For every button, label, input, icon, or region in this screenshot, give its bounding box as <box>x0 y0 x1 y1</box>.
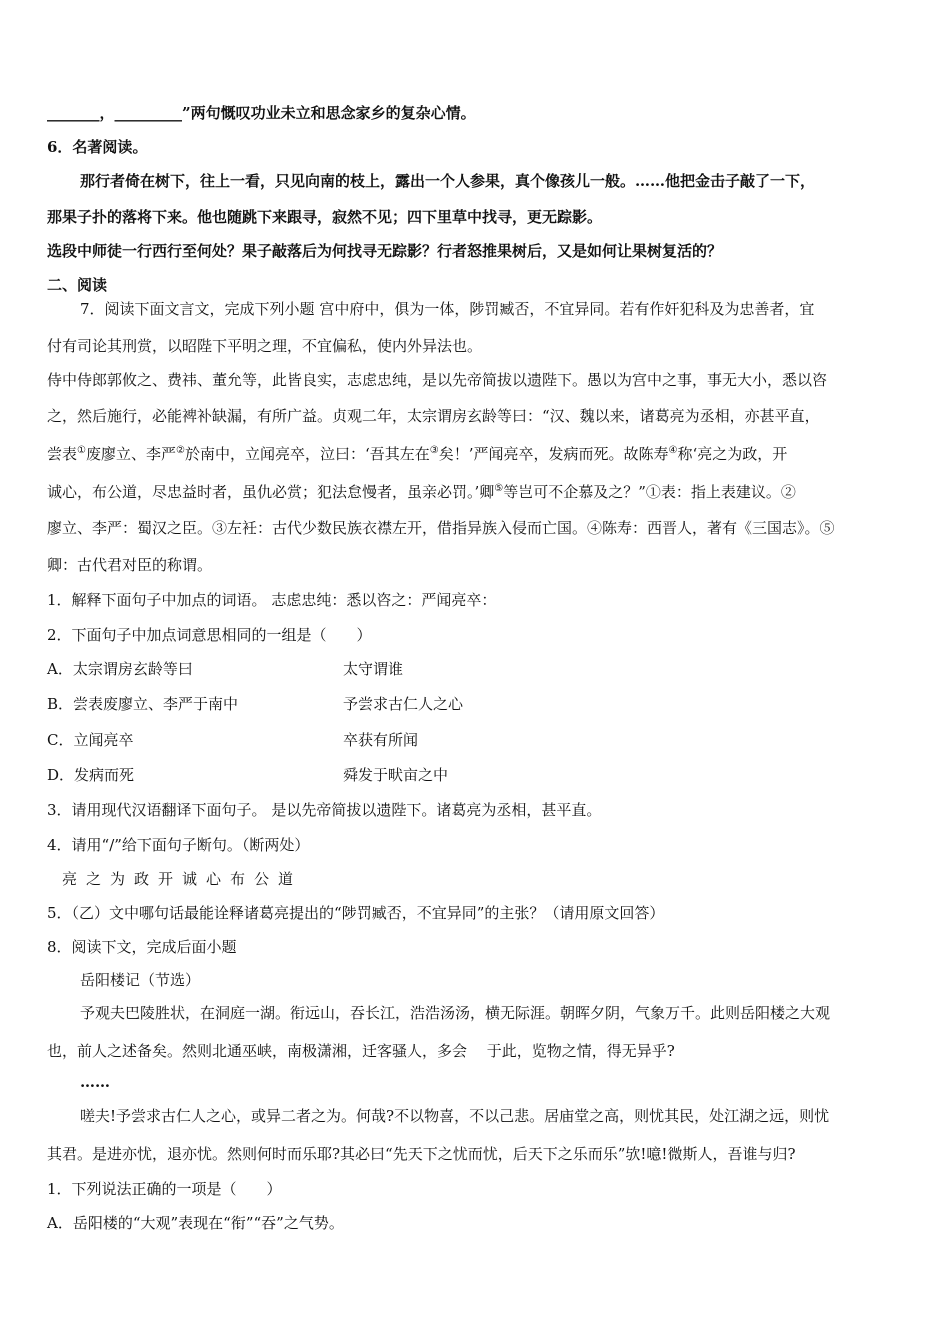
q8-ellipsis: …… <box>80 1073 110 1091</box>
q6-excerpt-line-2: 那果子扑的落将下来。他也随跳下来跟寻，寂然不见；四下里草中找寻，更无踪影。 <box>47 208 603 226</box>
q7-sub2: 2．下面句子中加点词意思相同的一组是（ ） <box>47 626 372 644</box>
q7-yi-line-4: 诚心，布公道，尽忠益时者，虽仇必赏；犯法怠慢者，虽亲必罚。’卿⑤等岂可不企慕及之？”①表：指上表建议。② <box>47 483 796 501</box>
q7-sub4: 4．请用“/”给下面句子断句。（断两处） <box>47 836 310 854</box>
q8-heading: 8．阅读下文，完成后面小题 <box>47 938 237 956</box>
option-c-right: 卒获有所闻 <box>343 731 419 749</box>
q8-passage-line-4: 其君。是进亦忧，退亦忧。然则何时而乐耶?其必曰“先天下之忧而忧，后天下之乐而乐”欤!噫!微斯人，吾谁与归? <box>47 1145 796 1163</box>
q8-passage-title: 岳阳楼记（节选） <box>80 971 201 989</box>
option-c-left: C．立闻亮卒 <box>47 731 134 749</box>
option-b-right: 予尝求古仁人之心 <box>343 695 464 713</box>
q8-option-a: A．岳阳楼的“大观”表现在“衔”“吞”之气势。 <box>47 1214 344 1232</box>
q7-sub4-sentence: 亮之为政开诚心布公道 <box>62 870 303 888</box>
q7-notes-line-2: 卿：古代君对臣的称谓。 <box>47 556 213 574</box>
q7-yi-line-3: 尝表①废廖立、李严②於南中，立闻亮卒，泣曰：‘吾其左在③矣！’严闻亮卒，发病而死。故陈寿④称‘亮之为政，开 <box>47 445 788 463</box>
q7-yi-line-1: 侍中侍郎郭攸之、费祎、董允等，此皆良实，志虑忠纯，是以先帝简拔以遗陛下。愚以为宫中之事，事无大小，悉以咨 <box>47 371 828 389</box>
option-a-left: A．太宗谓房玄龄等曰 <box>47 660 193 678</box>
option-d-left: D．发病而死 <box>47 766 135 784</box>
q8-sub1: 1．下列说法正确的一项是（ ） <box>47 1180 282 1198</box>
q7-notes-line: 廖立、李严：蜀汉之臣。③左衽：古代少数民族衣襟左开，借指异族入侵而亡国。④陈寿：西晋人，著有《三国志》。⑤ <box>47 519 835 537</box>
option-a-right: 太守谓谁 <box>343 660 404 678</box>
q6-heading: 6．名著阅读。 <box>47 138 148 156</box>
q7-yi-line-2: 之，然后施行，必能裨补缺漏，有所广益。贞观二年，太宗谓房玄龄等曰：“汉、魏以来，诸葛亮为丞相，亦甚平直， <box>47 407 820 425</box>
q7-intro-line-2: 付有司论其刑赏，以昭陛下平明之理，不宜偏私，使内外异法也。 <box>47 337 483 355</box>
q7-intro-line-1: 7．阅读下面文言文，完成下列小题 宫中府中，俱为一体，陟罚臧否，不宜异同。若有作奸犯科及为忠善者，宜 <box>80 300 815 318</box>
q8-passage-line-1: 予观夫巴陵胜状，在洞庭一湖。衔远山，吞长江，浩浩汤汤，横无际涯。朝晖夕阴，气象万千。此则岳阳楼之大观 <box>80 1004 831 1022</box>
section-heading: 二、阅读 <box>47 276 108 294</box>
q7-sub1: 1．解释下面句子中加点的词语。 志虑忠纯：悉以咨之：严闻亮卒： <box>47 591 497 609</box>
q8-passage-line-3: 嗟夫!予尝求古仁人之心，或异二者之为。何哉?不以物喜，不以己悲。居庙堂之高，则忧其民，处江湖之远，则忧 <box>80 1107 830 1125</box>
q8-passage-line-2: 也，前人之述备矣。然则北通巫峡，南极潇湘，迁客骚人，多会 于此，览物之情，得无异乎? <box>47 1042 675 1060</box>
q6-question: 选段中师徒一行西行至何处？果子敲落后为何找寻无踪影？行者怒推果树后，又是如何让果树复活的？ <box>47 242 723 260</box>
q5-tail-line: _______，_________”两句慨叹功业未立和思念家乡的复杂心情。 <box>47 104 476 122</box>
option-b-left: B．尝表废廖立、李严于南中 <box>47 695 239 713</box>
option-d-right: 舜发于畎亩之中 <box>343 766 449 784</box>
q7-sub5: 5．（乙）文中哪句话最能诠释诸葛亮提出的“陟罚臧否，不宜异同”的主张？（请用原文回答） <box>47 904 665 922</box>
q7-sub3: 3．请用现代汉语翻译下面句子。 是以先帝简拔以遗陛下。诸葛亮为丞相，甚平直。 <box>47 801 602 819</box>
q6-excerpt-line-1: 那行者倚在树下，往上一看，只见向南的枝上，露出一个人参果，真个像孩儿一般。……他把金击子敲了一下， <box>80 172 816 190</box>
